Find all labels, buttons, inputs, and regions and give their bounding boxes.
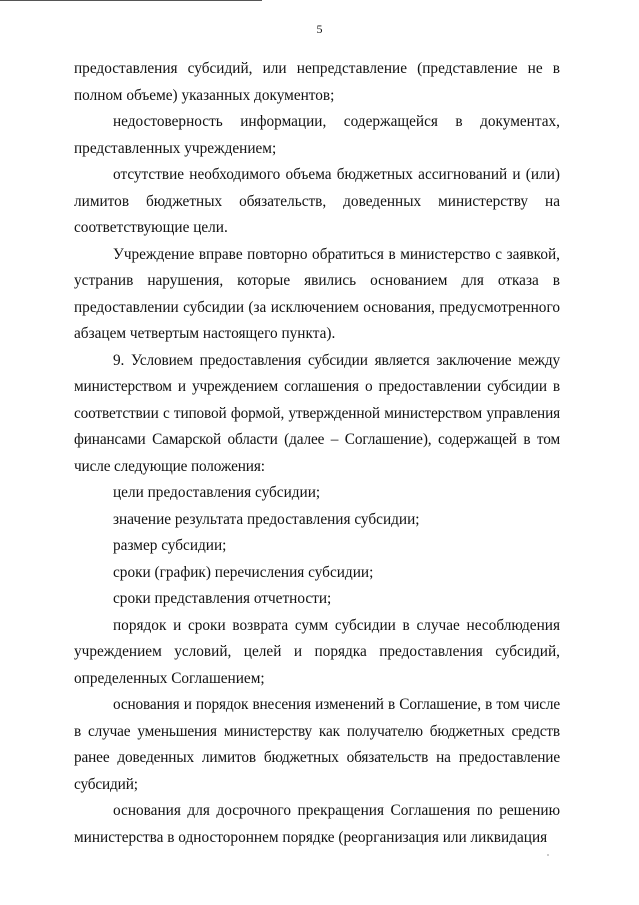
page-number: 5 [316,22,323,36]
list-item: сроки представления отчетности; [113,590,332,607]
paragraph: 9. Условием предоставления субсидии является заключение между министерством и учреждением соглашения о предоставлении субсидии в соответствии с типовой формой, утвержденной министерством управления финансами Самарской области (далее – Соглашение), содержащей в том числе следующие положения: [74,351,560,475]
list-item: значение результата предоставления субсидии; [113,510,420,528]
paragraph: Учреждение вправе повторно обратиться в министерство с заявкой, устранив нарушения, которые явились основанием для отказа в предоставлении субсидии (за исключением основания, предусмотренного абзацем четвертым настоящего пункта). [74,245,560,342]
list-item: основания для досрочного прекращения Соглашения по решению министерства в одностороннем порядке (реорганизация или ликвидация [74,802,560,846]
list-item: размер субсидии; [113,537,227,554]
paragraph: отсутствие необходимого объема бюджетных ассигнований и (или) лимитов бюджетных обязательств, доведенных министерству на соответствующие цели. [74,166,560,236]
scan-top-rule [0,0,262,1]
list-item: порядок и сроки возврата сумм субсидии в случае несоблюдения учреждением условий, целей и порядка предоставления субсидий, определенных Соглашением; [74,616,560,687]
paragraph: предоставления субсидий, или непредставление (представление не в полном объеме) указанных документов; [74,60,560,104]
paragraph: недостоверность информации, содержащейся в документах, представленных учреждением; [74,113,560,157]
document-body [74,56,560,851]
list-item: основания и порядок внесения изменений в Соглашение, в том числе в случае уменьшения министерству как получателю бюджетных средств ранее доведенных лимитов бюджетных обязательств на предоставление субсидий; [74,696,560,793]
list-item: сроки (график) перечисления субсидии; [113,563,374,581]
list-item: цели предоставления субсидии; [113,484,321,501]
scan-artifact [547,854,549,856]
